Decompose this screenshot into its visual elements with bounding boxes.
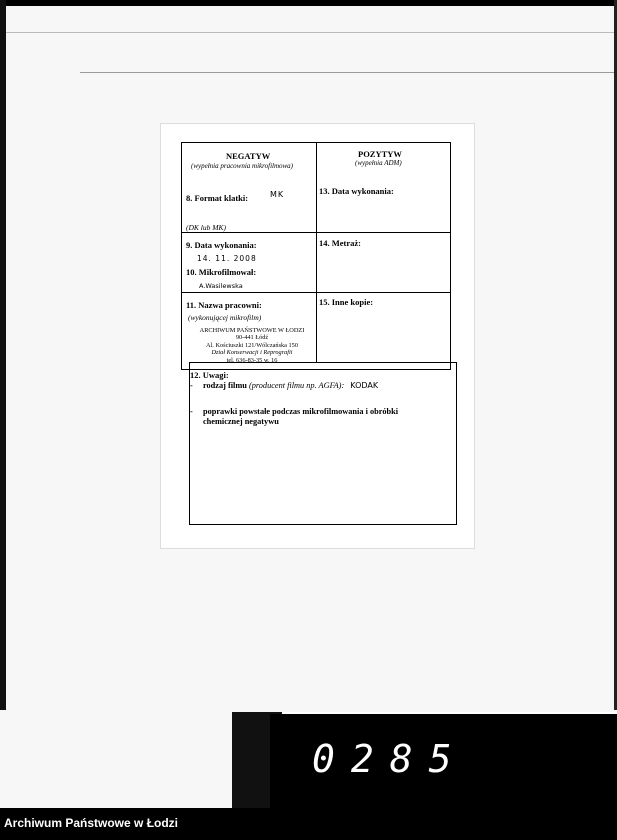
notes-label: 12. Uwagi: — [190, 370, 229, 380]
film-type-note — [203, 381, 378, 391]
microfilmed-label: 10. Mikrofilmował: — [186, 267, 257, 277]
stamp-line: tel. 636-83-35 w. 16 — [226, 356, 278, 364]
film-counter-edge — [282, 712, 617, 714]
stamp-line: Al. Kościuszki 121/Wólczańska 150 — [206, 341, 298, 349]
film-type-value: KODAK — [350, 381, 379, 390]
microfilmed-value: A.Wasilewska — [199, 282, 243, 290]
date9-label: 9. Data wykonania: — [186, 240, 257, 250]
pozytyw-subtitle: (wypełnia ADM) — [355, 159, 402, 167]
film-edge-left — [0, 0, 6, 710]
stamp-line: 90-441 Łódź — [235, 334, 269, 342]
film-type-label: rodzaj filmu — [203, 381, 247, 390]
stamp-line: ARCHIWUM PAŃSTWOWE W ŁODZI — [199, 327, 305, 334]
metraz-label: 14. Metraż: — [319, 238, 362, 248]
workshop-label: 11. Nazwa pracowni: — [186, 300, 262, 310]
scan-line — [6, 32, 614, 33]
workshop-subtitle: (wykonującej mikrofilm) — [188, 313, 262, 322]
row-divider — [181, 232, 451, 233]
format-hint: (DK lub MK) — [186, 223, 226, 232]
copies-label: 15. Inne kopie: — [319, 297, 374, 307]
column-divider — [316, 142, 317, 362]
film-edge-top — [0, 0, 617, 6]
film-type-hint: (producent filmu np. AGFA): — [248, 381, 345, 390]
frame-counter: 0285 — [312, 737, 468, 781]
format-value: MK — [270, 190, 285, 199]
notes-bullet: - — [190, 381, 193, 390]
metadata-form — [181, 142, 451, 370]
negatyw-subtitle: (wypełnia pracownia mikrofilmowa) — [191, 162, 294, 170]
date9-value: 14. 11. 2008 — [197, 254, 257, 263]
pozytyw-title: POZYTYW — [358, 149, 402, 159]
row-divider — [181, 292, 451, 293]
stamp-line: Dział Konserwacji i Reprografii — [211, 349, 293, 357]
archive-stamp — [194, 327, 310, 364]
scan-line — [80, 72, 614, 73]
corrections-note: poprawki powstałe podczas mikrofilmowania i obróbki chemicznej negatywu — [203, 407, 399, 426]
notes-bullet: - — [190, 407, 193, 416]
archive-brand: Archiwum Państwowe w Łodzi — [4, 816, 179, 830]
notes-box — [189, 362, 457, 525]
format-label: 8. Format klatki: — [186, 193, 249, 203]
date13-label: 13. Data wykonania: — [319, 186, 394, 196]
negatyw-title: NEGATYW — [226, 151, 271, 161]
